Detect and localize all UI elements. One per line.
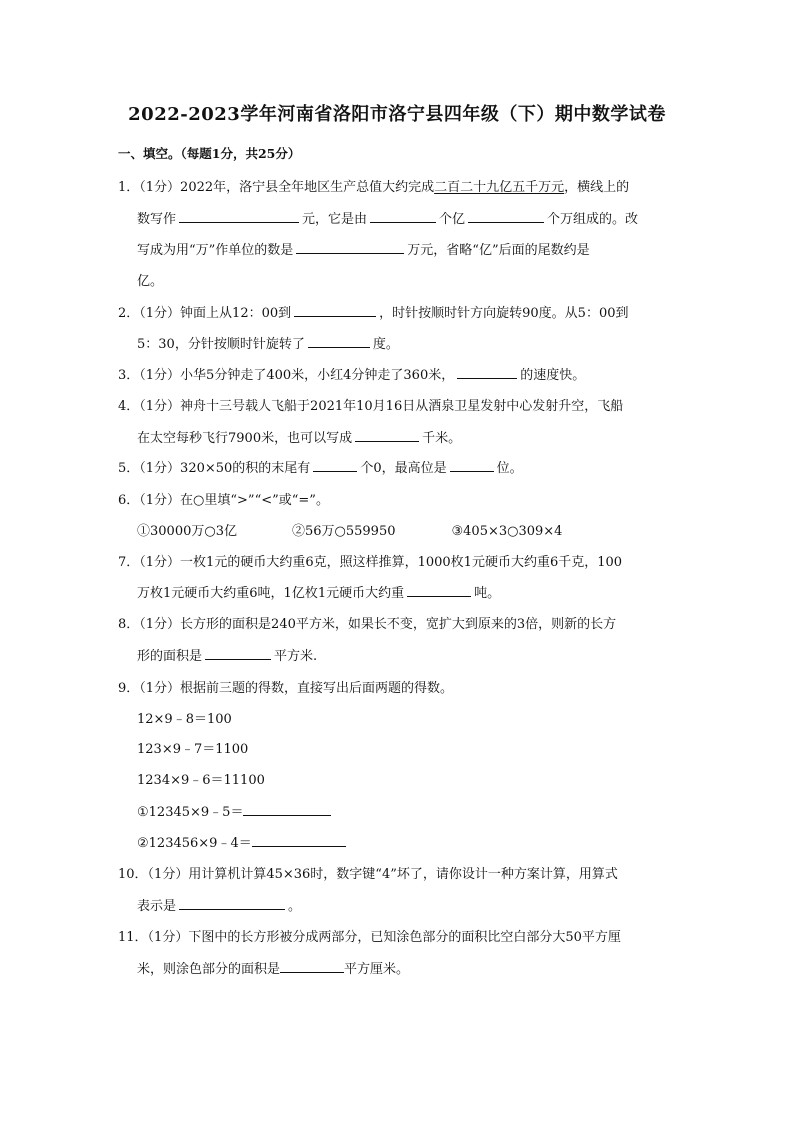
- question-2-line-2: 5：30，分针按顺时针旋转了 度。: [137, 337, 399, 352]
- answer-blank[interactable]: [205, 647, 271, 660]
- question-2-line-1: 2．（1分）钟面上从12：00到 ，时针按顺时针方向旋转90度。从5：00到: [118, 306, 629, 321]
- question-4-line-2: 在太空每秒飞行7900米，也可以写成 千米。: [137, 431, 462, 446]
- equation-question-2: ②123456×9﹣4＝: [137, 832, 349, 851]
- section-heading: 一、填空。（每题1分，共25分）: [118, 146, 301, 161]
- answer-blank[interactable]: [294, 304, 376, 317]
- comparison-item: ③405×3○309×4: [451, 524, 563, 539]
- equation-line: 1234×9﹣6＝11100: [137, 773, 265, 788]
- equation-line: 12×9﹣8＝100: [137, 712, 232, 727]
- question-number: 4．: [118, 399, 140, 414]
- question-1-line-3: 写成为用“万”作单位的数是 万元，省略“亿”后面的尾数约是: [137, 243, 590, 258]
- question-7-line-1: 7．（1分）一枚1元的硬币大约重6克，照这样推算，1000枚1元硬币大约重6千克，100: [118, 555, 623, 570]
- answer-blank[interactable]: [450, 459, 494, 472]
- question-6-line-1: 6．（1分）在○里填“>”“<”或“=”。: [118, 493, 329, 508]
- question-11-line-1: 11．（1分）下图中的长方形被分成两部分，已知涂色部分的面积比空白部分大50平方厘: [118, 930, 621, 945]
- answer-blank[interactable]: [179, 897, 285, 910]
- answer-blank[interactable]: [468, 210, 544, 223]
- question-number: 8．: [118, 617, 140, 632]
- question-1-line-4: 亿。: [137, 274, 164, 289]
- question-3-line-1: 3．（1分）小华5分钟走了400米，小红4分钟走了360米， 的速度快。: [118, 368, 586, 383]
- question-number: 7．: [118, 555, 140, 570]
- question-number: 2．: [118, 306, 140, 321]
- page-title: 2022-2023学年河南省洛阳市洛宁县四年级（下）期中数学试卷: [128, 104, 666, 125]
- answer-blank[interactable]: [355, 429, 419, 442]
- question-5-line-1: 5．（1分）320×50的积的末尾有 个0，最高位是 位。: [118, 461, 523, 476]
- answer-blank[interactable]: [308, 335, 370, 348]
- question-number: 6．: [118, 493, 140, 508]
- answer-blank[interactable]: [296, 241, 404, 254]
- equation-line: 123×9﹣7＝1100: [137, 742, 249, 757]
- question-10-line-1: 10．（1分）用计算机计算45×36时，数字键“4”坏了，请你设计一种方案计算，用算式: [118, 867, 618, 882]
- question-number: 5．: [118, 461, 140, 476]
- question-6-items: [137, 520, 562, 539]
- answer-blank[interactable]: [313, 459, 357, 472]
- question-8-line-1: 8．（1分）长方形的面积是240平方米，如果长不变，宽扩大到原来的3倍，则新的长方: [118, 617, 617, 632]
- question-number: 10．: [118, 867, 148, 882]
- question-9-line-1: 9．（1分）根据前三题的得数，直接写出后面两题的得数。: [118, 681, 454, 696]
- answer-blank[interactable]: [179, 210, 299, 223]
- question-number: 11．: [118, 930, 148, 945]
- equation-question-1: ①12345×9﹣5＝: [137, 801, 334, 820]
- answer-blank[interactable]: [243, 803, 331, 816]
- question-10-line-2: 表示是 。: [137, 899, 302, 914]
- question-1-line-1: 1．（1分）2022年，洛宁县全年地区生产总值大约完成二百二十九亿五千万元，横线上的: [118, 180, 630, 195]
- question-8-line-2: 形的面积是 平方米.: [137, 649, 318, 664]
- answer-blank[interactable]: [457, 366, 517, 379]
- underlined-number-text: 二百二十九亿五千万元: [434, 180, 565, 195]
- answer-blank[interactable]: [407, 584, 471, 597]
- question-number: 3．: [118, 368, 140, 383]
- answer-blank[interactable]: [252, 834, 346, 847]
- answer-blank[interactable]: [280, 960, 344, 973]
- question-1-line-2: 数写作 元，它是由 个亿 个万组成的。改: [137, 212, 639, 227]
- question-number: 9．: [118, 681, 140, 696]
- answer-blank[interactable]: [370, 210, 436, 223]
- question-11-line-2: 米，则涂色部分的面积是 平方厘米。: [137, 962, 410, 977]
- question-7-line-2: 万枚1元硬币大约重6吨，1亿枚1元硬币大约重 吨。: [137, 586, 501, 601]
- question-number: 1．: [118, 180, 140, 195]
- comparison-item: ②56万○559950: [291, 524, 396, 539]
- comparison-item: ①30000万○3亿: [137, 524, 237, 539]
- question-4-line-1: 4．（1分）神舟十三号载人飞船于2021年10月16日从酒泉卫星发射中心发射升空，飞船: [118, 399, 624, 414]
